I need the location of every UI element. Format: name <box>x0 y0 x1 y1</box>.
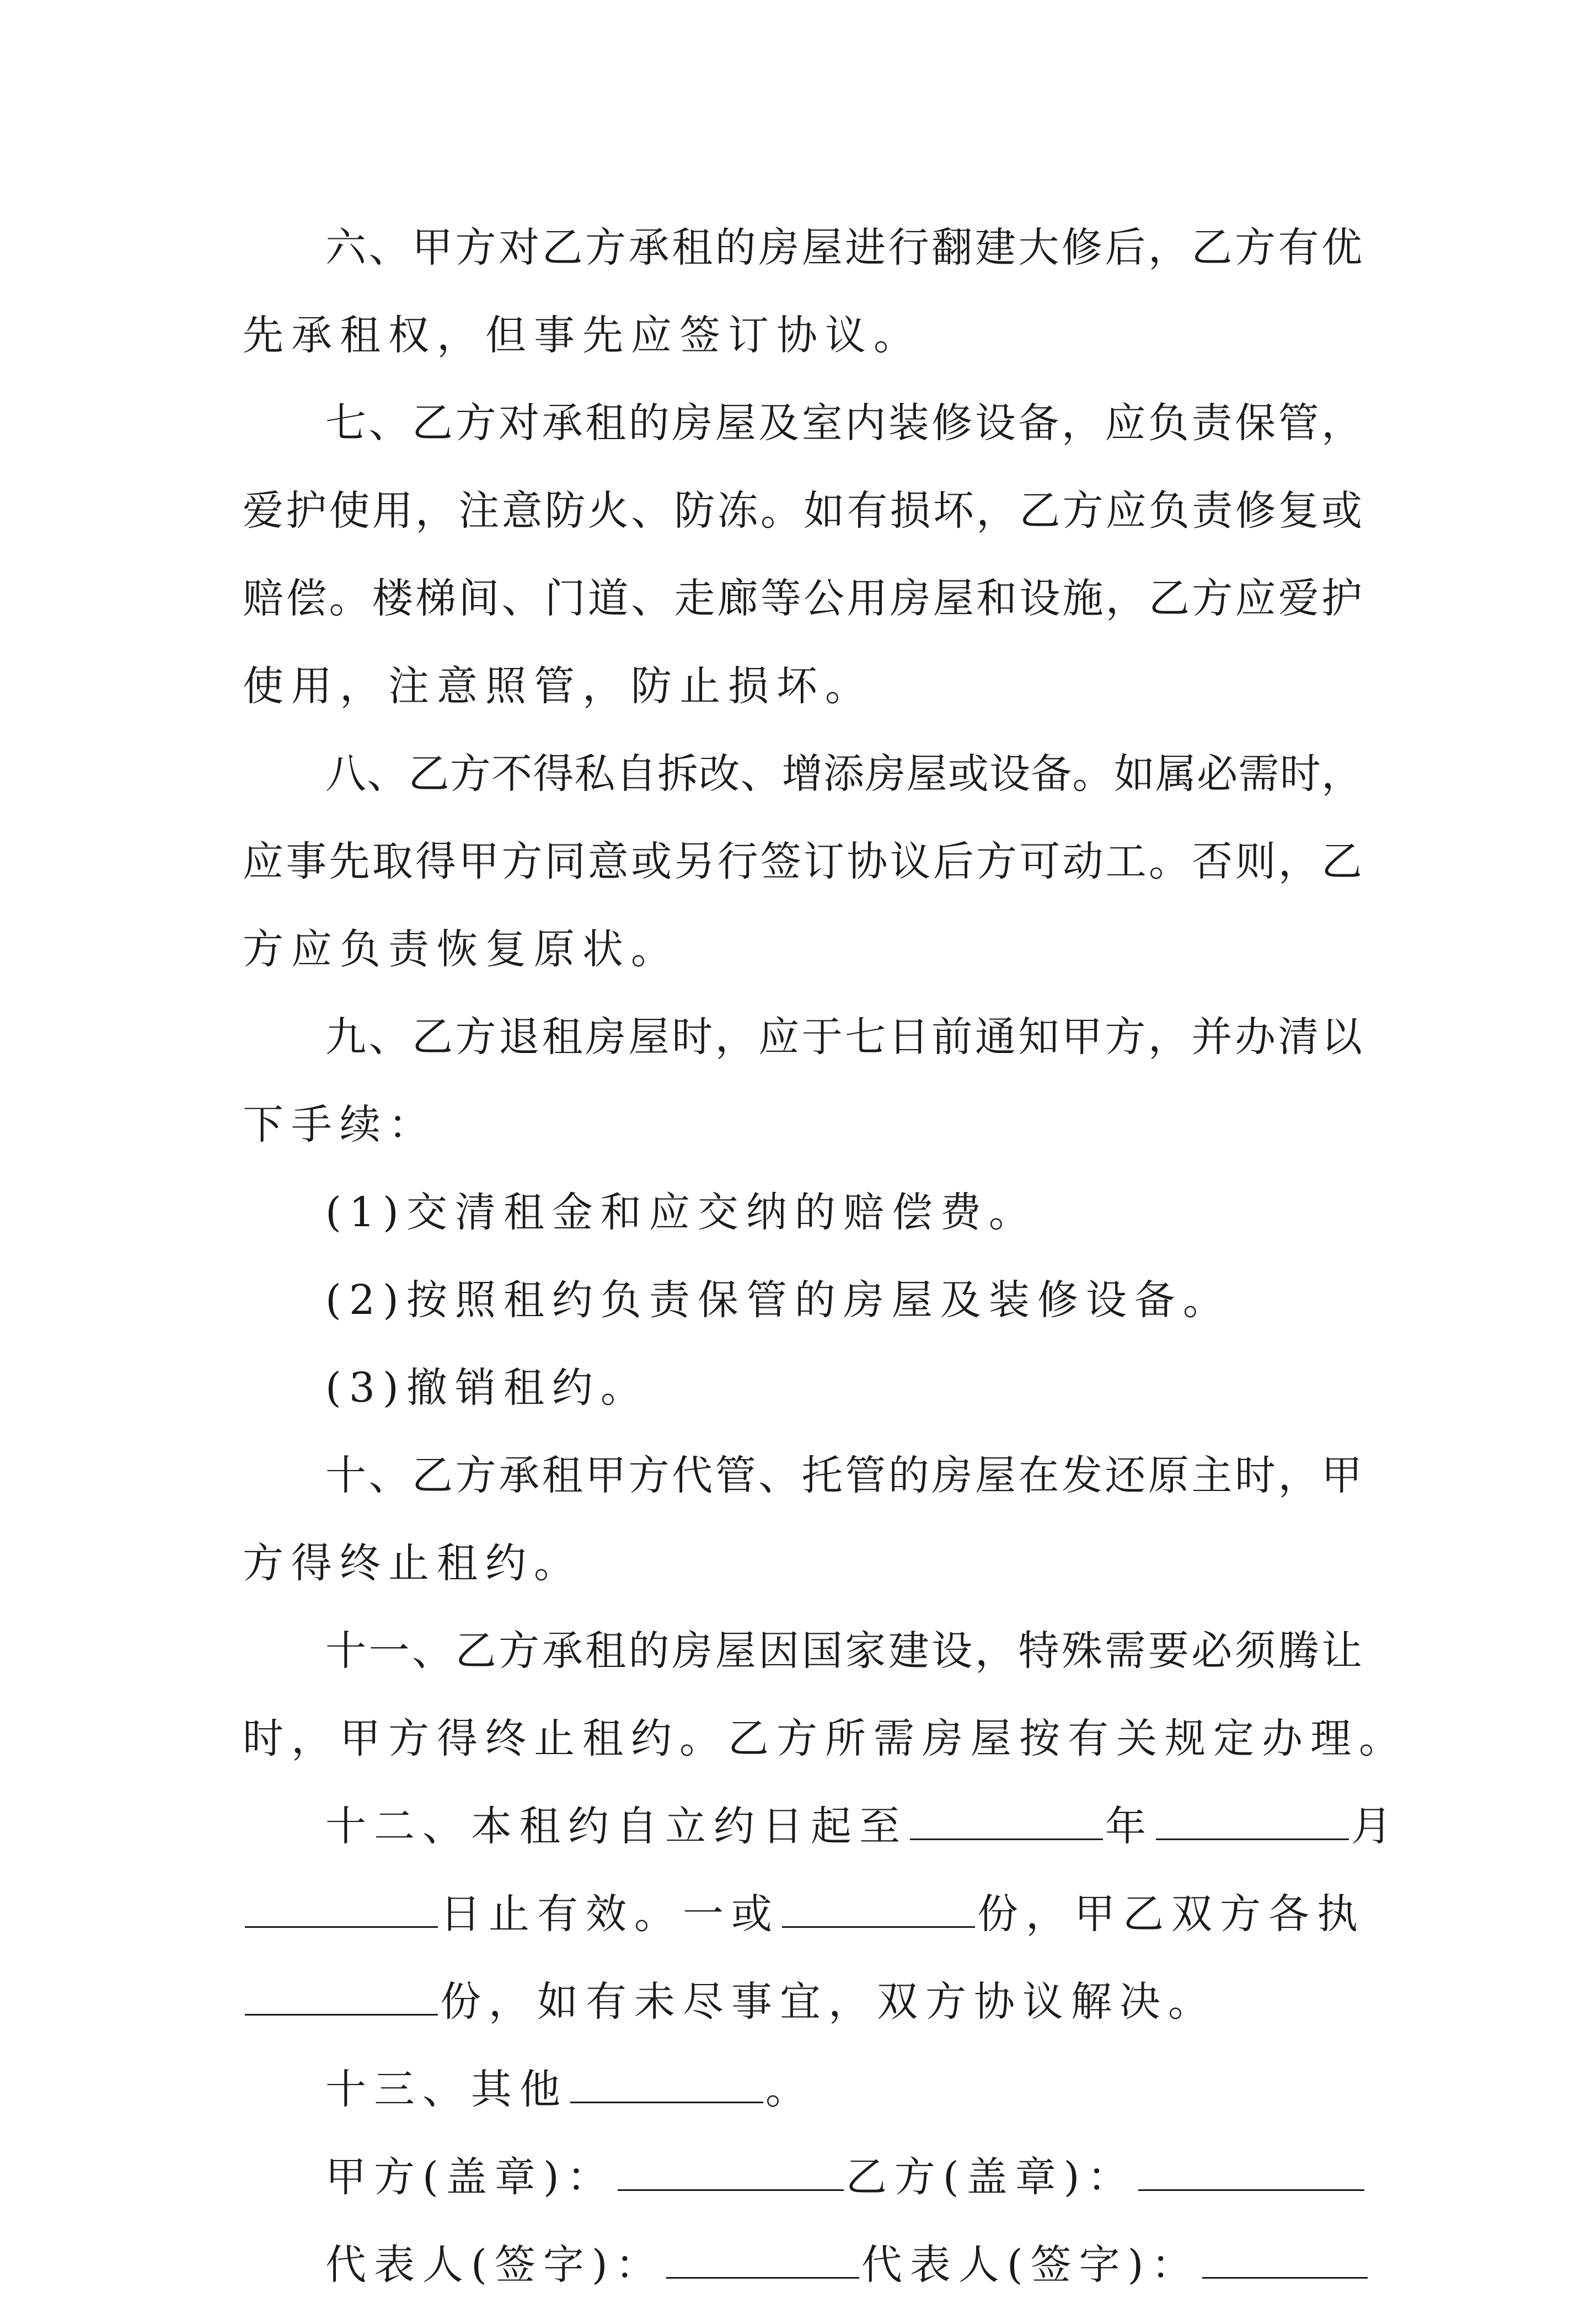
clause-13-label: 十三、其他 <box>325 2066 568 2113</box>
seal-line <box>243 2134 1362 2221</box>
rep-b-label: 代表人(签字)： <box>861 2241 1200 2289</box>
clause-11-line-2: 时，甲方得终止租约。乙方所需房屋按有关规定办理。 <box>243 1715 1407 1762</box>
clause-12-line-2 <box>243 1870 1365 1958</box>
clause-9-item-1: (1)交清租金和应交纳的赔偿费。 <box>325 1189 1037 1236</box>
clause-12-text-start: 十二、本租约自立约日起至 <box>325 1803 908 1850</box>
copies-blank[interactable] <box>782 1893 975 1928</box>
rep-a-label: 代表人(签字)： <box>325 2241 664 2289</box>
clause-8-line-2: 应事先取得甲方同意或另行签订协议后方可动工。否则，乙 <box>243 838 1362 885</box>
clause-12-line-3 <box>243 1958 1362 2046</box>
year-label: 年 <box>1105 1803 1154 1850</box>
rep-b-blank[interactable] <box>1202 2244 1368 2279</box>
clause-9-item-3: (3)撤销租约。 <box>325 1364 649 1412</box>
clause-9-item-2: (2)按照租约负责保管的房屋及装修设备。 <box>325 1276 1231 1324</box>
clause-7-line-2: 爱护使用，注意防火、防冻。如有损坏，乙方应负责修复或 <box>243 487 1362 535</box>
contract-text <box>243 204 1407 2309</box>
party-a-seal-label: 甲方(盖章)： <box>325 2153 615 2201</box>
clause-6-line-1: 六、甲方对乙方承租的房屋进行翻建大修后，乙方有优 <box>325 224 1362 271</box>
clause-12-line-1 <box>243 1783 1400 1870</box>
clause-10-line-1: 十、乙方承租甲方代管、托管的房屋在发还原主时，甲 <box>325 1452 1362 1499</box>
clause-8-line-1: 八、乙方不得私自拆改、增添房屋或设备。如属必需时， <box>325 750 1362 798</box>
copies-text: 份，甲乙双方各执 <box>977 1890 1365 1938</box>
clause-6-line-2: 先承租权，但事先应签订协议。 <box>243 312 922 359</box>
clause-9-line-2: 下手续： <box>243 1101 437 1148</box>
clause-13-end: 。 <box>765 2066 814 2113</box>
clause-12-tail: 份，如有未尽事宜，双方协议解决。 <box>440 1978 1217 2025</box>
party-a-seal-blank[interactable] <box>618 2156 844 2191</box>
clause-10-line-2: 方得终止租约。 <box>243 1540 582 1587</box>
each-hold-blank[interactable] <box>245 1981 438 2016</box>
rep-a-blank[interactable] <box>666 2244 859 2279</box>
year-blank[interactable] <box>910 1805 1103 1840</box>
clause-8-line-3: 方应负责恢复原状。 <box>243 926 679 973</box>
clause-11-line-1: 十一、乙方承租的房屋因国家建设，特殊需要必须腾让 <box>325 1627 1362 1675</box>
day-blank[interactable] <box>245 1893 438 1928</box>
month-blank[interactable] <box>1156 1805 1349 1840</box>
representative-line <box>243 2221 1362 2309</box>
clause-7-line-4: 使用，注意照管，防止损坏。 <box>243 662 874 710</box>
party-b-seal-blank[interactable] <box>1138 2156 1364 2191</box>
clause-13-line <box>243 2046 1362 2134</box>
month-label: 月 <box>1351 1803 1400 1850</box>
clause-9-line-1: 九、乙方退租房屋时，应于七日前通知甲方，并办清以 <box>325 1013 1362 1061</box>
other-blank[interactable] <box>570 2069 763 2103</box>
day-text: 日止有效。一或 <box>440 1890 780 1938</box>
party-b-seal-label: 乙方(盖章)： <box>845 2153 1136 2201</box>
clause-7-line-1: 七、乙方对承租的房屋及室内装修设备，应负责保管， <box>325 399 1362 447</box>
clause-7-line-3: 赔偿。楼梯间、门道、走廊等公用房屋和设施，乙方应爱护 <box>243 575 1362 622</box>
